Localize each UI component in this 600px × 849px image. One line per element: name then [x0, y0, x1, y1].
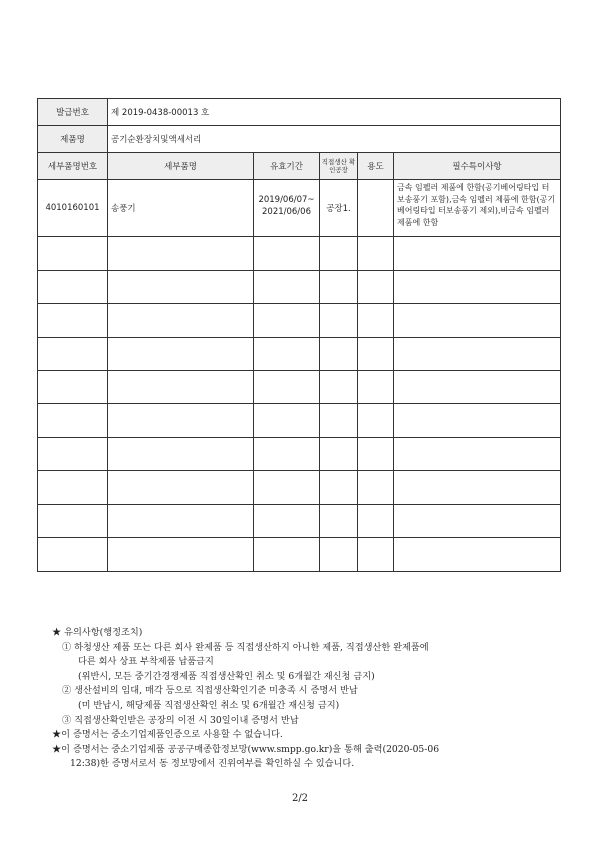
empty-row — [38, 371, 561, 404]
table-row — [38, 180, 561, 237]
header-usage: 용도 — [358, 153, 394, 180]
notice-star-3-line-2: 12:38)한 증명서로서 동 정보망에서 진위여부를 확인하실 수 있습니다. — [70, 758, 355, 770]
row-factory: 공장1. — [320, 180, 358, 237]
notice-star-2: ★이 증명서는 중소기업제품인증으로 사용할 수 없습니다. — [52, 729, 283, 741]
notice-item-2-line-2: (미 반납시, 해당제품 직접생산확인 취소 및 6개월간 재신청 금지) — [78, 699, 340, 711]
header-notes: 필수특이사항 — [394, 153, 561, 180]
notice-heading: ★ 유의사항(행정조치) — [52, 627, 143, 638]
notice-item-2-line-1: ② 생산설비의 임대, 매각 등으로 직접생산확인기준 미충족 시 증명서 반납 — [62, 685, 358, 697]
product-name-label: 제품명 — [38, 126, 108, 153]
table-header-row — [38, 153, 561, 180]
issue-number-label: 발급번호 — [38, 99, 108, 126]
row-code: 4010160101 — [38, 180, 108, 237]
header-factory: 직접생산 확인공장 — [320, 153, 358, 180]
empty-row — [38, 438, 561, 471]
certificate-table — [37, 98, 561, 572]
row-usage — [358, 180, 394, 237]
product-name-value: 공기순환장치및액세서리 — [108, 126, 561, 153]
notice-item-1-line-1: ① 하청생산 제품 또는 다른 회사 완제품 등 직접생산하지 아니한 제품, 직접생산한 완제품에 — [62, 641, 429, 653]
issue-number-value: 제 2019-0438-00013 호 — [108, 99, 561, 126]
row-notes: 금속 임펠러 제품에 한함(공기베어링타입 터보송풍기 포함),금속 임펠러 제품에 한함(공기베어링타입 터보송풍기 제외),비금속 임펠러 제품에 한함 — [394, 180, 561, 237]
row-period — [254, 180, 320, 237]
empty-row — [38, 271, 561, 304]
notice-star-3-line-1: ★이 증명서는 중소기업제품 공공구매종합정보망(www.smpp.go.kr)을 통해 출력(2020-05-06 — [52, 743, 440, 755]
empty-row — [38, 404, 561, 438]
header-name: 세부품명 — [108, 153, 254, 180]
notice-item-3: ③ 직접생산확인받은 공장의 이전 시 30일이내 증명서 반납 — [62, 714, 299, 726]
notice-item-1-line-2: 다른 회사 상표 부착제품 납품금지 — [78, 656, 214, 668]
empty-row — [38, 338, 561, 371]
empty-row — [38, 304, 561, 338]
empty-row — [38, 237, 561, 271]
header-code: 세부품명번호 — [38, 153, 108, 180]
row-period-start: 2019/06/07~ — [258, 195, 315, 205]
empty-row — [38, 505, 561, 538]
page-number: 2/2 — [291, 793, 309, 804]
empty-row — [38, 471, 561, 505]
notice-section — [52, 626, 572, 772]
row-name: 송풍기 — [108, 180, 254, 237]
row-period-end: 2021/06/06 — [262, 207, 311, 217]
notice-item-1-line-3: (위반시, 모든 중기간경쟁제품 직접생산확인 취소 및 6개월간 재신청 금지) — [78, 670, 375, 682]
header-period: 유효기간 — [254, 153, 320, 180]
empty-row — [38, 538, 561, 572]
